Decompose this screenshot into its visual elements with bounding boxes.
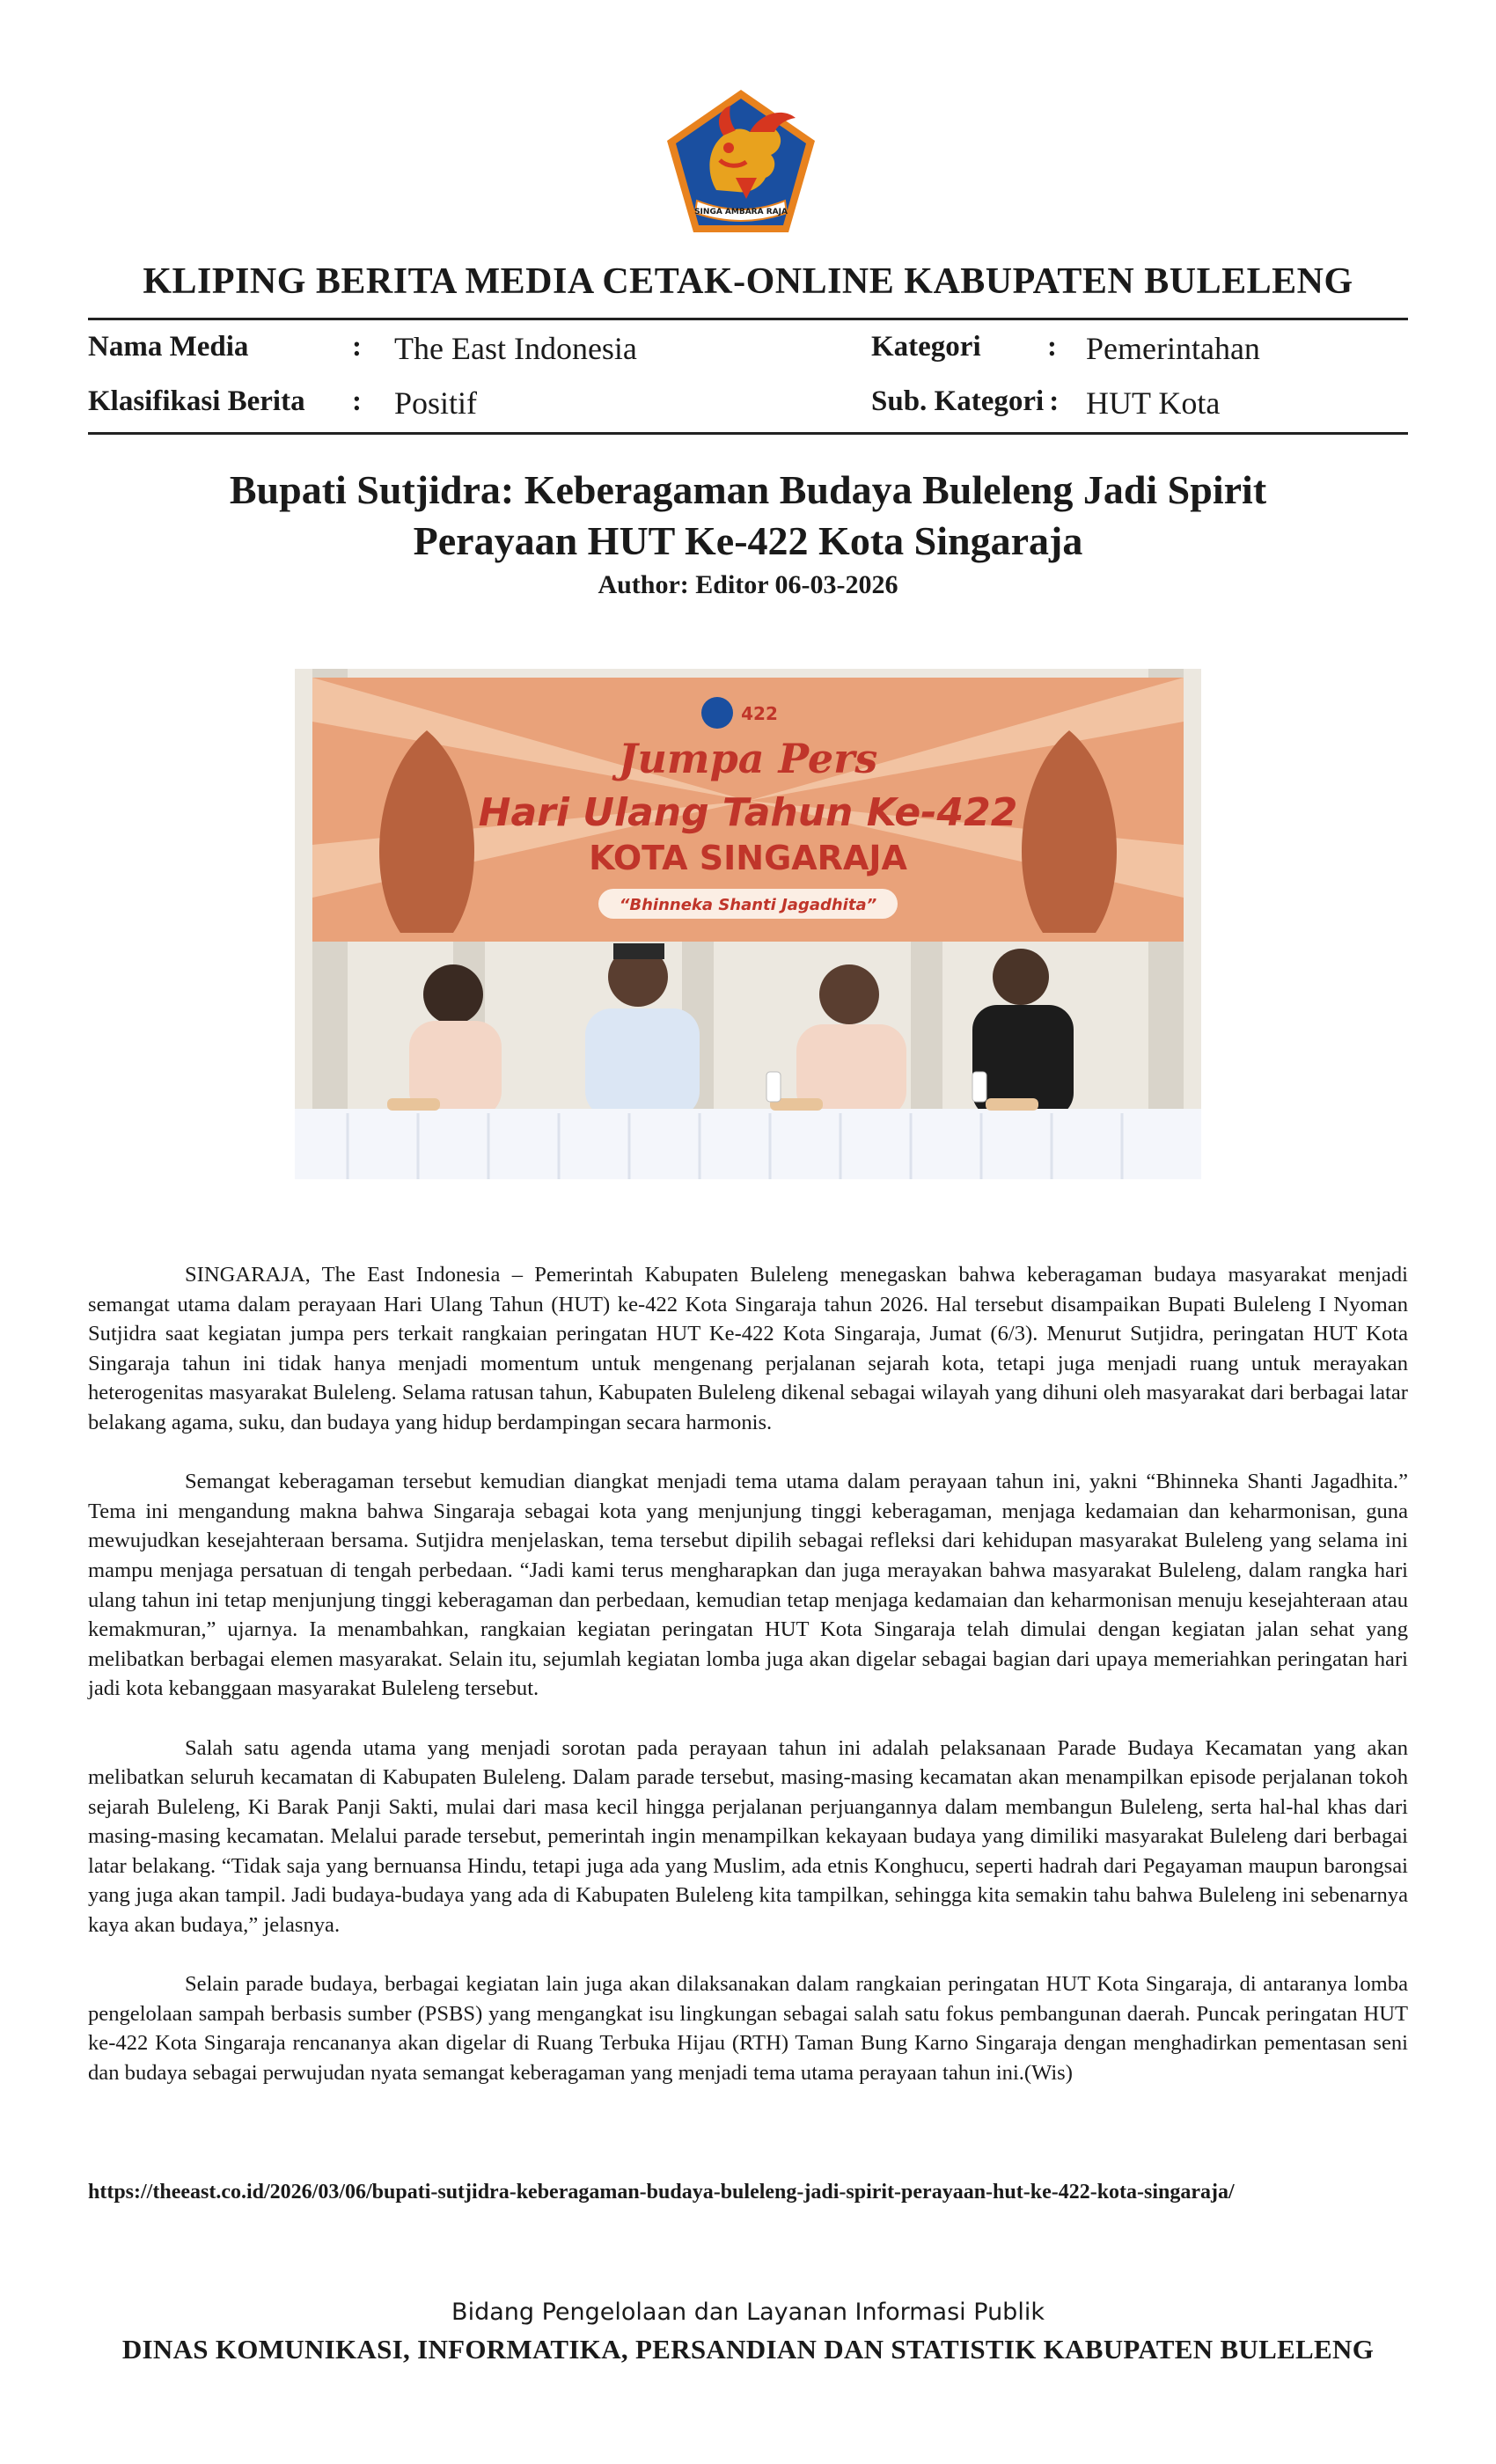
meta-kategori-value: Pemerintahan (1086, 331, 1260, 366)
meta-media-label: Nama Media (88, 331, 249, 363)
meta-subkategori-label: Sub. Kategori : (871, 385, 1060, 417)
footer-subtitle: Bidang Pengelolaan dan Layanan Informasi Publik (451, 2299, 1045, 2326)
article-paragraph: Selain parade budaya, berbagai kegiatan lain juga akan dilaksanakan dalam rangkaian peringatan HUT Kota Singaraja, di antaranya lomba pengelolaan sampah berbasis sumber (PSBS) yang mengangkat isu lingkungan sebagai salah satu fokus pembangunan daerah. Puncak peringatan HUT ke-422 Kota Singaraja rencananya akan digelar di Ruang Terbuka Hijau (RTH) Taman Bung Karno Singaraja dengan menghadirkan pementasan seni dan budaya sebagai perwujudan nyata semangat keberagaman yang menjadi tema utama perayaan tahun ini.(Wis) (88, 1972, 1408, 2086)
logo-motto: SINGA AMBARA RAJA (694, 208, 788, 216)
article-paragraph: Salah satu agenda utama yang menjadi sorotan pada perayaan tahun ini adalah pelaksanaan Parade Budaya Kecamatan yang akan melibatkan seluruh kecamatan di Kabupaten Buleleng. Dalam parade tersebut, masing-masing kecamatan akan menampilkan episode perjalanan tokoh sejarah Buleleng, Ki Barak Panji Sakti, mulai dari masa kecil hingga perjalanan perjuangannya dalam membangun Buleleng, serta hal-hal khas dari masing-masing kecamatan. Melalui parade tersebut, pemerintah ingin menampilkan kekayaan budaya yang dimiliki masyarakat Buleleng dari berbagai latar belakang. “Tidak saja yang bernuansa Hindu, tetapi juga ada yang Muslim, ada etnis Konghucu, seperti hadrah dari Pegayaman maupun barongsai yang juga akan tampil. Jadi budaya-budaya yang ada di Kabupaten Buleleng kita tampilkan, sehingga kita semakin tahu bahwa Buleleng ini sebenarnya kaya akan budaya,” jelasnya. (88, 1735, 1408, 1938)
meta-klasifikasi-value: Positif (394, 385, 478, 421)
article-byline: Author: Editor 06-03-2026 (598, 570, 898, 599)
meta-subkategori-value: HUT Kota (1086, 385, 1221, 421)
svg-text:422: 422 (741, 703, 778, 724)
header-divider-top (88, 318, 1408, 320)
event-banner (312, 678, 1184, 942)
article-body (88, 1260, 1408, 2117)
svg-text:Jumpa Pers: Jumpa Pers (618, 735, 878, 782)
svg-text:KOTA SINGARAJA: KOTA SINGARAJA (589, 839, 907, 877)
article-headline: Bupati Sutjidra: Keberagaman Budaya Buleleng Jadi Spirit Perayaan HUT Ke-422 Kota Singaraja (229, 467, 1267, 563)
meta-colon: : (1047, 331, 1057, 363)
footer-title: DINAS KOMUNIKASI, INFORMATIKA, PERSANDIAN DAN STATISTIK KABUPATEN BULELENG (121, 2334, 1375, 2365)
meta-colon: : (352, 331, 362, 363)
svg-text:Hari Ulang Tahun Ke-422: Hari Ulang Tahun Ke-422 (478, 790, 1018, 835)
article-paragraph: SINGARAJA, The East Indonesia – Pemerintah Kabupaten Buleleng menegaskan bahwa keberagaman budaya masyarakat menjadi semangat utama dalam perayaan Hari Ulang Tahun (HUT) ke-422 Kota Singaraja tahun 2026. Hal tersebut disampaikan Bupati Buleleng I Nyoman Sutjidra saat kegiatan jumpa pers terkait rangkaian peringatan HUT Ke-422 Kota Singaraja, Jumat (6/3). Menurut Sutjidra, peringatan HUT Kota Singaraja tahun ini tidak hanya menjadi momentum untuk mengenang perjalanan sejarah kota, tetapi juga menjadi ruang untuk merayakan heterogenitas masyarakat Buleleng. Selama ratusan tahun, Kabupaten Buleleng dikenal sebagai wilayah yang dihuni oleh masyarakat dari berbagai latar belakang agama, suku, dan budaya yang hidup berdampingan secara harmonis. (88, 1263, 1408, 1434)
svg-text:“Bhinneka Shanti Jagadhita”: “Bhinneka Shanti Jagadhita” (619, 896, 877, 914)
header-divider-bottom (88, 432, 1408, 435)
press-conference-photo (295, 669, 1201, 1179)
buleleng-regency-logo (662, 86, 820, 236)
meta-media-value: The East Indonesia (394, 331, 637, 366)
article-paragraph: Semangat keberagaman tersebut kemudian diangkat menjadi tema utama dalam perayaan tahun ini, yakni “Bhinneka Shanti Jagadhita.” Tema ini mengandung makna bahwa Singaraja sebagai kota yang menjunjung tinggi keberagaman, menjaga kedamaian dan keharmonisan, guna mewujudkan kesejahteraan bersama. Sutjidra menjelaskan, tema tersebut dipilih sebagai refleksi dari kehidupan masyarakat Buleleng yang selama ini mampu menjaga persatuan di tengah perbedaan. “Jadi kami terus mengharapkan dan juga merayakan bahwa masyarakat Buleleng, dalam rangka hari ulang tahun ini tetap menjunjung tinggi keberagaman dan perbedaan, kemudian tetap menjaga kedamaian dan keharmonisan menuju kesejahteraan atau kemakmuran,” ujarnya. Ia menambahkan, rangkaian kegiatan peringatan HUT Kota Singaraja telah dimulai dengan kegiatan jalan sehat yang melibatkan berbagai elemen masyarakat. Selain itu, sejumlah kegiatan lomba juga akan digelar sebagai bagian dari upaya memeriahkan peringatan hari jadi kota kebanggaan masyarakat Buleleng tersebut. (88, 1470, 1408, 1701)
meta-colon: : (352, 385, 362, 417)
meta-klasifikasi-label: Klasifikasi Berita (88, 385, 305, 417)
document-title: KLIPING BERITA MEDIA CETAK-ONLINE KABUPATEN BULELENG (143, 261, 1353, 302)
article-source-url[interactable]: https://theeast.co.id/2026/03/06/bupati-sutjidra-keberagaman-budaya-buleleng-jadi-spirit-perayaan-hut-ke-422-kota-singaraja/ (88, 2181, 1235, 2204)
meta-kategori-label: Kategori (871, 331, 981, 363)
